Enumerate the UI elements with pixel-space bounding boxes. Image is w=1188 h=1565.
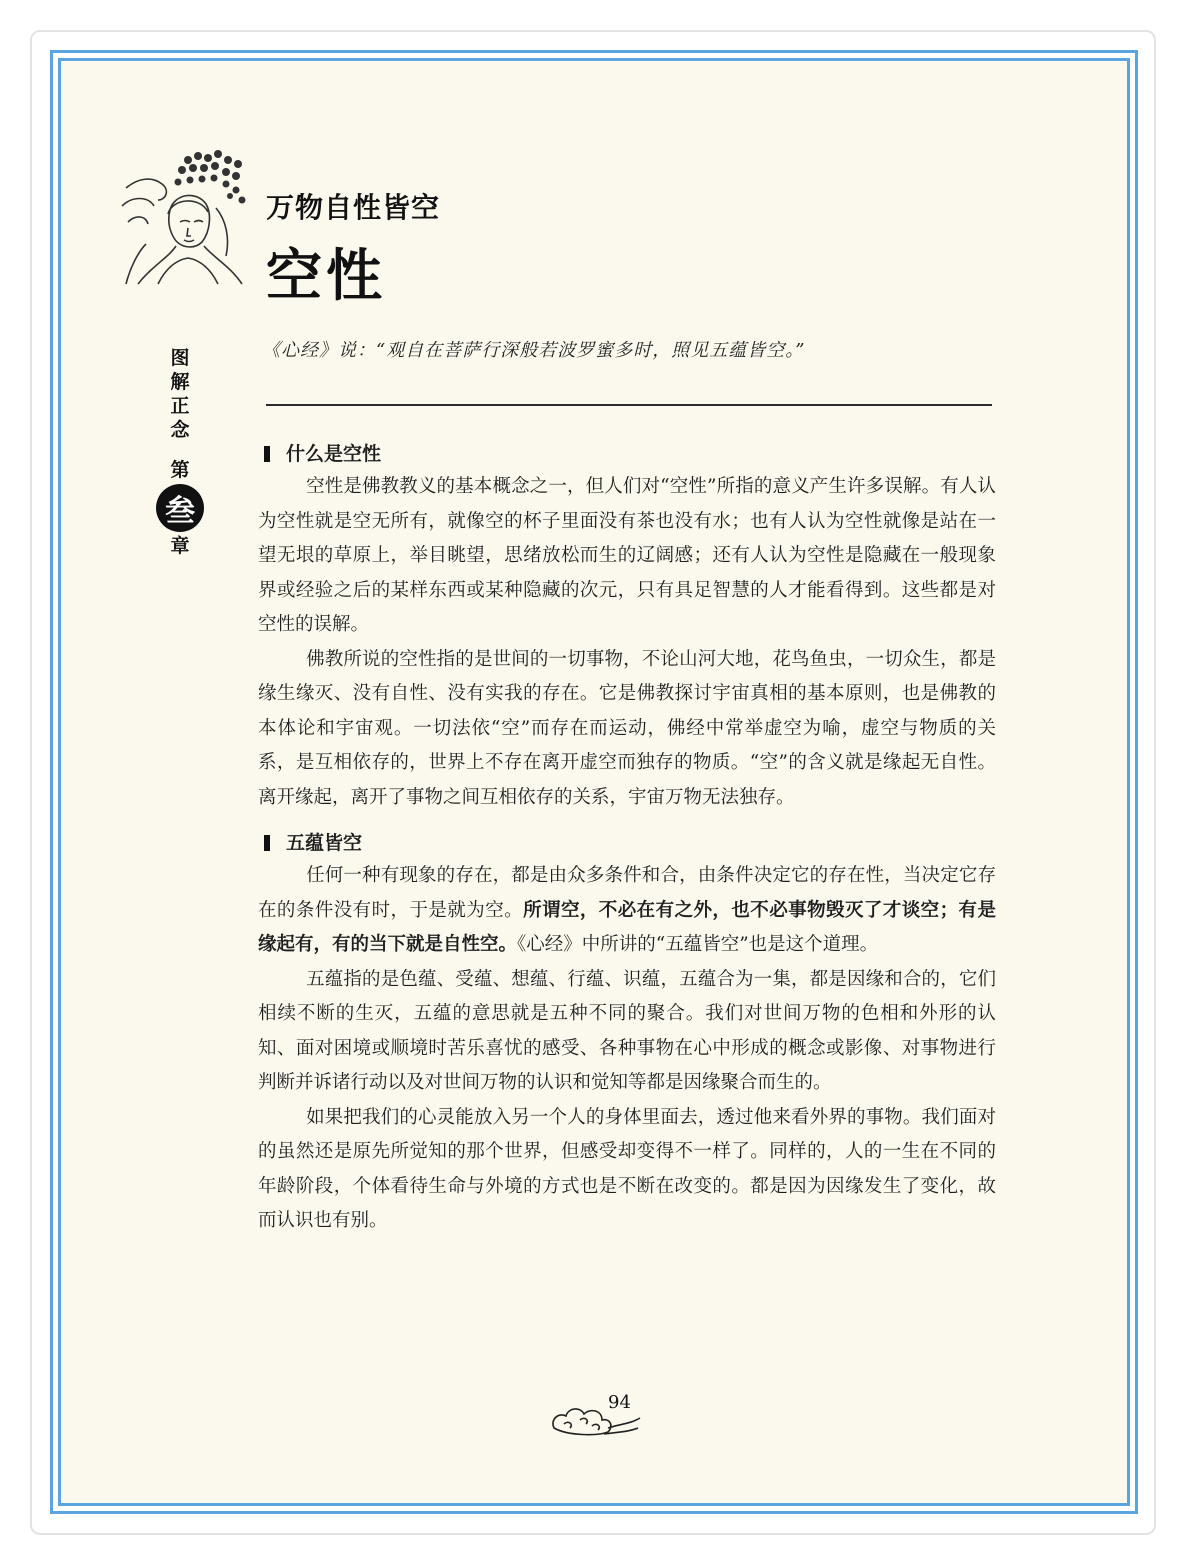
heading-marker-icon: [264, 835, 270, 851]
paragraph-text: 《心经》中所讲的“五蕴皆空”也是这个道理。: [517, 934, 879, 955]
page-number: 94: [608, 1392, 631, 1413]
paragraph: 如果把我们的心灵能放入另一个人的身体里面去，透过他来看外界的事物。我们面对的虽然还是原先所觉知的那个世界，但感受却变得不一样了。同样的，人的一生在不同的年龄阶段，个体看待生命与外境的方式也是不断在改变的。都是因为因缘发生了变化，故而认识也有别。: [258, 1106, 996, 1231]
emphasis-text: 所谓空，不必在有之外，也不必事物毁灭了才谈空；有是缘起有，有的当下就是自性空。: [258, 899, 996, 955]
epigraph-quote: 《心经》说：“观自在菩萨行深般若波罗蜜多时，照见五蕴皆空。”: [262, 340, 806, 361]
book-title-char: 图: [170, 347, 190, 369]
section-heading: [258, 827, 996, 859]
section-heading: [258, 438, 996, 470]
auspicious-cloud-icon: [548, 1402, 642, 1442]
section-heading-text: 五蕴皆空: [286, 831, 363, 854]
chapter-title: 空性: [266, 244, 386, 309]
heading-marker-icon: [264, 446, 270, 462]
book-title-char: 正: [170, 395, 190, 417]
chapter-suffix: 章: [170, 535, 190, 557]
chapter-subtitle: 万物自性皆空: [266, 191, 441, 224]
divider-rule: [266, 404, 992, 406]
section-heading-text: 什么是空性: [286, 442, 382, 465]
paragraph: 五蕴指的是色蕴、受蕴、想蕴、行蕴、识蕴，五蕴合为一集，都是因缘和合的，它们相续不断的生灭，五蕴的意思就是五种不同的聚合。我们对世间万物的色相和外形的认知、面对困境或顺境时苦乐喜忧的感受、各种事物在心中形成的概念或影像、对事物进行判断并诉诸行动以及对世间万物的认识和觉知等都是因缘聚合而生的。: [258, 968, 996, 1093]
chapter-side-label: [160, 346, 200, 558]
body-text: [258, 436, 996, 1239]
paragraph: [258, 859, 996, 963]
book-title-char: 念: [170, 419, 190, 441]
book-title-char: 解: [170, 371, 190, 393]
chapter-number-badge: 叁: [156, 484, 204, 532]
paragraph: 佛教所说的空性指的是世间的一切事物，不论山河大地，花鸟鱼虫，一切众生，都是缘生缘灭、没有自性、没有实我的存在。它是佛教探讨宇宙真相的基本原则，也是佛教的本体论和宇宙观。一切法依“空”而存在而运动，佛经中常举虚空为喻，虚空与物质的关系，是互相依存的，世界上不存在离开虚空而独存的物质。“空”的含义就是缘起无自性。离开缘起，离开了事物之间互相依存的关系，宇宙万物无法独存。: [258, 648, 996, 808]
paragraph: 空性是佛教教义的基本概念之一，但人们对“空性”所指的意义产生许多误解。有人认为空性就是空无所有，就像空的杯子里面没有茶也没有水；也有人认为空性就像是站在一望无垠的草原上，举目眺望，思绪放松而生的辽阔感；还有人认为空性是隐藏在一般现象界或经验之后的某样东西或某种隐藏的次元，只有具足智慧的人才能看得到。这些都是对空性的误解。: [258, 476, 996, 635]
chapter-prefix: 第: [170, 459, 190, 481]
paragraph-text: 任何一种有现象的存在，都是由众多条件和合，由条件决定它的存在性，当决定它存在的条件没有时，于是就为空。: [258, 865, 996, 921]
bodhisattva-portrait-illustration: [118, 148, 248, 286]
